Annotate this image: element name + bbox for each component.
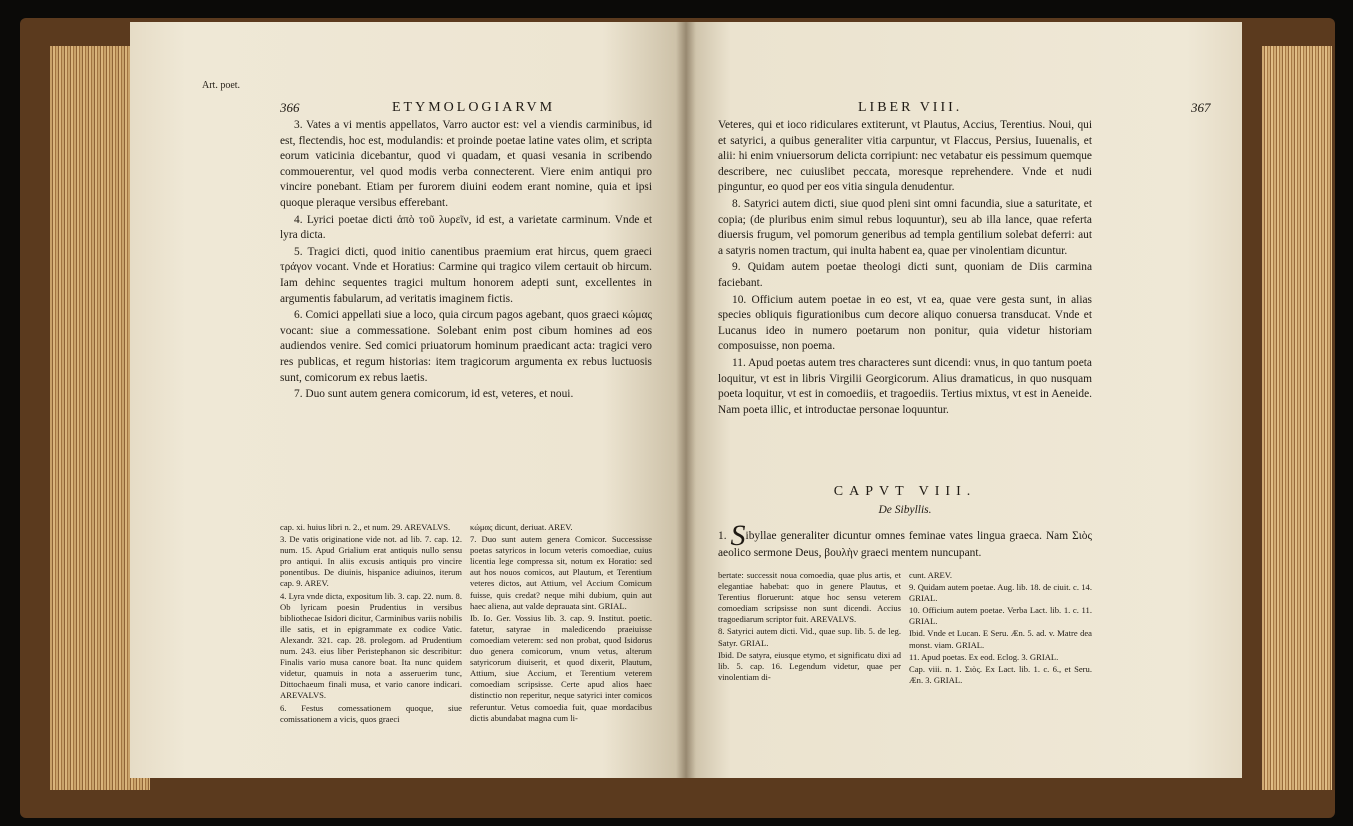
note: 10. Officium autem poetae. Verba Lact. lib. 1. c. 11. GRIAL. — [909, 605, 1092, 627]
paragraph: 7. Duo sunt autem genera comicorum, id est, veteres, et noui. — [294, 388, 574, 401]
page-number-right: 367 — [1191, 100, 1211, 115]
chapter-paragraph-text: ibyllae generaliter dicuntur omnes feminae vates lingua graeca. Nam Σιὸς aeolico sermone Deus, βουλὴν graeci mentem nuncupant. — [718, 530, 1092, 559]
paragraph: 4. Lyrici poetae dicti ἀπὸ τοῦ λυρεῖν, id est, a varietate carminum. Vnde et lyra dicta. — [280, 213, 652, 242]
left-main-text — [280, 118, 652, 404]
right-page — [686, 22, 1242, 778]
paragraph: 8. Satyrici autem dicti, siue quod pleni sint omni facundia, siue a saturitate, et copia; (de pluribus enim simul rebus loquuntur), seu ab illa lance, quae referta diuersis frugum, vel pomorum generibus ad templa gentilium solebat deferri: aut a satyris nomen tractum, qui inulta habent ea, quae per vinolentiam dicuntur. — [718, 197, 1092, 257]
note: 9. Quidam autem poetae. Aug. lib. 18. de ciuit. c. 14. GRIAL. — [909, 582, 1092, 604]
margin-note: Art. poet. — [202, 80, 241, 91]
right-notes-col-2 — [909, 570, 1092, 687]
note: 11. Apud poetas. Ex eod. Eclog. 3. GRIAL. — [909, 651, 1059, 662]
paragraph: 9. Quidam autem poetae theologi dicti sunt, quoniam de Diis carmina faciebant. — [718, 261, 1092, 289]
chapter-initial: S — [730, 519, 746, 552]
chapter-paragraph-number: 1. — [718, 530, 727, 542]
book-gutter — [676, 22, 696, 778]
note: 6. Festus comessationem quoque, siue comissationem a vicis, quos graeci — [280, 702, 462, 724]
left-notes-col-2 — [470, 522, 652, 725]
note: 3. De vatis originatione vide not. ad lib. 7. cap. 12. num. 15. Apud Grialium erat antiquis nullo sensu pro antiqui. In aliis excusis antiquis pro vincire ponentibus. De diuinis, hispanice adiuinos, iterum cap. 9. AREV. — [280, 534, 462, 589]
note: Ib. Io. Ger. Vossius lib. 3. cap. 9. Institut. poetic. fatetur, satyrae in maledicendo praeiuisse comoediam veterem: sed non probat, quod Isidorus duo genera comicorum, vnum vetus, alterum satyricorum diuiserit, et quod dixerit, Plautum, Attium, siue Accium, et Terentium veterem comoediam scripsisse. Certe apud alios haec distinctio non reperitur, neque satyrici inter comicos referuntur. Vetus comoedia fuit, quae mordacibus dictis abundabat magna cum li- — [470, 612, 652, 723]
chapter-heading: CAPVT VIII. — [833, 484, 977, 499]
paragraph: 5. Tragici dicti, quod initio canentibus praemium erat hircus, quem graeci τράγον vocant. Vnde et Horatius: Carmine qui tragico vilem certauit ob hircum. Iam dehinc sequentes tragici multum honorem adepti sunt, excellentes in argumentis fabularum, ad veritatis imaginem fictis. — [280, 245, 652, 305]
note: bertate: successit noua comoedia, quae plus artis, et elegantiae habebat: quo in genere Plautus, et Terentius floruerunt: atque hoc sensu veterem comoediam scripsisse non sunt dicendi. Accius tragoediarum scriptor fuit. AREVALVS. — [718, 570, 901, 625]
note: κώμας dicunt, deriuat. AREV. — [470, 522, 573, 532]
note: 7. Duo sunt autem genera Comicor. Successisse poetas satyricos in locum veteris comoediae, cuius licentia lege compressa sit, notum ex Horatio: sed aut hos nouos comicos, aut Plautum, et Terentium veteres dictos, aut Attium, vel Accium Comicum fuisse, quis credat? neque mihi dubium, quin aut haec aliena, aut valde deprauata sint. GRIAL. — [470, 534, 652, 611]
left-notes-col-1 — [280, 522, 462, 726]
paragraph: Veteres, qui et ioco ridiculares extiterunt, vt Plautus, Accius, Terentius. Noui, qui et satyrici, a quibus generaliter vitia carpuntur, vt Flaccus, Persius, Iuuenalis, et alii: hi enim vniuersorum delicta corripiunt: nec vetabatur eis pessimum quemque describere, nec cuiuslibet peccata, moresque reprehendere. Vnde et nudi pinguntur, eo quod per eos vitia singula denudentur. — [718, 119, 1092, 194]
chapter-title: De Sibyllis. — [878, 504, 932, 516]
running-head-left: ETYMOLOGIARVM — [392, 100, 556, 115]
note: Ibid. Vnde et Lucan. E Seru. Æn. 5. ad. v. Matre dea monst. viam. GRIAL. — [909, 628, 1092, 650]
paragraph: 10. Officium autem poetae in eo est, vt ea, quae vere gesta sunt, in alias species obliquis figurationibus cum decore aliquo conuersa transducat. Vnde et Lucanus ideo in numero poetarum non ponitur, quia videtur historiam composuisse, non poema. — [718, 293, 1092, 353]
paragraph: 3. Vates a vi mentis appellatos, Varro auctor est: vel a viendis carminibus, id est, flectendis, hoc est, modulandis: et proinde poetae latine vates olim, et scripta eorum vaticinia dicebantur, quod vi quadam, et quasi vesania in scribendo commouerentur, vel quod modis verba connecterent. Viere enim antiqui pro vincire ponebant. Etiam per furorem diuini eodem erant nomine, quia et ipsi quoque pleraque versibus efferebant. — [280, 119, 652, 209]
note: Cap. viii. n. 1. Σιὸς. Ex Lact. lib. 1. c. 6., et Seru. Æn. 3. GRIAL. — [909, 663, 1092, 685]
note: cunt. AREV. — [909, 570, 953, 580]
note: 8. Satyrici autem dicti. Vid., quae sup. lib. 5. de leg. Satyr. GRIAL. — [718, 626, 901, 648]
left-page — [130, 22, 686, 778]
chapter-paragraph — [718, 519, 1092, 562]
note: Ibid. De satyra, eiusque etymo, et significatu dixi ad lib. 5. cap. 16. Legendum videtur, quae per vinolentiam di- — [718, 649, 901, 682]
page-number-left: 366 — [280, 100, 300, 115]
note: 4. Lyra vnde dicta, expositum lib. 3. cap. 22. num. 8. Ob lyricam poesin Prudentius in versibus bibliothecae Isidori dicitur, Carminibus variis nobilis ille satis, et in epigrammate ex codice Vatic. Alexandr. 321. cap. 28. prolegom. ad Prudentium num. 243. eius liber Peristephanon sic describitur: Finalis vario musa canore boat. Ita nunc quidem videtur, quamuis in nota a asseruerim tunc, Dittochaeum finali musa, et vario canore indicari. AREVALVS. — [280, 590, 463, 701]
right-main-text — [718, 118, 1092, 419]
note: cap. xi. huius libri n. 2., et num. 29. AREVALVS. — [280, 522, 451, 532]
chapter-first-paragraph — [718, 519, 1092, 563]
paragraph: 11. Apud poetas autem tres characteres sunt dicendi: vnus, in quo tantum poeta loquitur, vt est in libris Virgilii Georgicorum. Alius dramaticus, in quo nusquam poeta loquitur, vt est in comoediis, et tragoediis. Tertius mixtus, vt est in Aeneide. Nam poeta illic, et introductae personae loquuntur. — [718, 356, 1092, 416]
right-notes-col-1 — [718, 570, 901, 684]
right-page-edges — [1262, 46, 1332, 790]
paragraph: 6. Comici appellati siue a loco, quia circum pagos agebant, quos graeci κώμας vocant: siue a commessatione. Solebant enim post cibum homines ad eos audiendos venire. Sed comici priuatorum hominum praedicant acta: tragici vero res publicas, et regum historias: item tragicorum argumenta ex rebus luctuosis sunt, comicorum ex rebus laetis. — [280, 309, 652, 384]
running-head-right: LIBER VIII. — [858, 100, 963, 115]
